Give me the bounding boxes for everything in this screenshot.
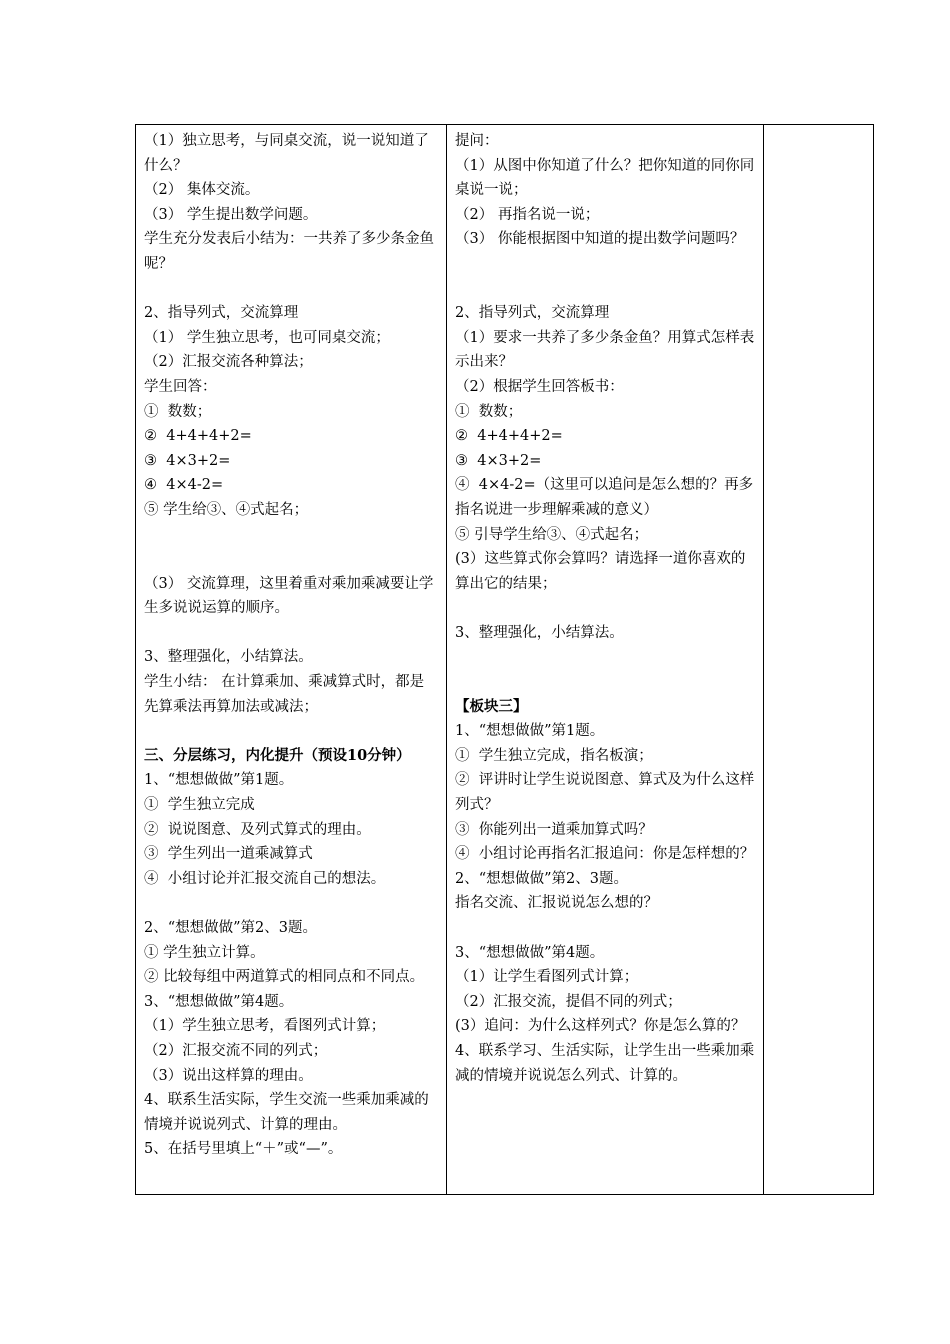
text-line: 4、联系生活实际，学生交流一些乘加乘减的情境并说说列式、计算的理由。 [144, 1092, 429, 1133]
text-line: ① 学生独立完成，指名板演； [455, 747, 653, 764]
teacher-activity-text [455, 129, 755, 1088]
text-line: ③ 你能列出一道乘加算式吗？ [455, 821, 653, 838]
text-line: 提问： [455, 133, 499, 149]
text-line: 3、整理强化，小结算法。 [455, 624, 624, 641]
text-line: ③ 4×3+2= [455, 452, 542, 469]
student-activity-text [144, 129, 438, 1162]
text-line: ② 说说图意、及列式算式的理由。 [144, 821, 371, 838]
text-line [144, 277, 438, 302]
text-line: （2） 集体交流。 [144, 182, 260, 199]
text-line: ④ 小组讨论并汇报交流自己的想法。 [144, 870, 386, 887]
text-line: （1）学生独立思考，看图列式计算； [144, 1018, 386, 1035]
text-line: （1）让学生看图列式计算； [455, 969, 639, 986]
text-line: （2）汇报交流，提倡不同的列式； [455, 993, 682, 1010]
text-line [455, 670, 755, 695]
notes-cell [764, 125, 874, 1195]
text-line: 1、“想想做做”第1题。 [144, 772, 294, 789]
text-line [144, 523, 438, 548]
text-line: 3、“想想做做”第4题。 [144, 993, 294, 1010]
text-line: 3、整理强化，小结算法。 [144, 649, 313, 666]
text-line [144, 891, 438, 916]
text-line: （1）从图中你知道了什么？把你知道的同你同桌说一说； [455, 157, 755, 199]
text-line: ⑤ 引导学生给③、④式起名； [455, 526, 649, 543]
teacher-activity-cell [447, 125, 764, 1195]
text-line: ④ 小组讨论再指名汇报追问：你是怎样想的？ [455, 846, 755, 863]
text-line: 5、在括号里填上“＋”或“—”。 [144, 1141, 343, 1158]
text-line: （3） 学生提出数学问题。 [144, 206, 318, 223]
text-line: （2） 再指名说一说； [455, 206, 600, 223]
text-line [144, 719, 438, 744]
text-line: ② 比较每组中两道算式的相同点和不同点。 [144, 969, 425, 986]
text-line: 学生小结： 在计算乘加、乘减算式时，都是先算乘法再算加法或减法； [144, 674, 425, 715]
text-line: (3）这些算式你会算吗？请选择一道你喜欢的算出它的结果； [455, 551, 746, 592]
text-line: ② 评讲时让学生说说图意、算式及为什么这样列式？ [455, 772, 755, 814]
text-line: （1）独立思考，与同桌交流，说一说知道了什么？ [144, 133, 429, 174]
text-line: （3）说出这样算的理由。 [144, 1067, 313, 1084]
text-line: （2）根据学生回答板书： [455, 378, 624, 395]
text-line: ④ 4×4-2=（这里可以追问是怎么想的？再多指名说进一步理解乘减的意义） [455, 477, 754, 518]
text-line: ① 学生独立完成 [144, 797, 255, 814]
text-line: （2）汇报交流不同的列式； [144, 1042, 328, 1059]
text-line [455, 916, 755, 941]
text-line: （1） 学生独立思考，也可同桌交流； [144, 329, 390, 346]
student-activity-cell [136, 125, 447, 1195]
text-line: 学生回答： [144, 378, 217, 395]
text-line [455, 277, 755, 302]
text-line: 指名交流、汇报说说怎么想的？ [455, 895, 658, 912]
text-line [455, 596, 755, 621]
text-line: (3）追问：为什么这样列式？你是怎么算的？ [455, 1018, 746, 1035]
text-line: 2、“想想做做”第2、3题。 [144, 920, 318, 936]
text-line: 三、分层练习，内化提升（预设10分钟） [144, 746, 411, 764]
text-line: ④ 4×4-2= [144, 477, 224, 494]
text-line [455, 645, 755, 670]
text-line: 2、指导列式，交流算理 [144, 305, 299, 322]
lesson-plan-table [135, 124, 874, 1195]
text-line: ③ 4×3+2= [144, 452, 231, 469]
text-line: 1、“想想做做”第1题。 [455, 723, 605, 740]
text-line: ② 4+4+4+2= [144, 428, 252, 445]
text-line: （1）要求一共养了多少条金鱼？用算式怎样表示出来？ [455, 329, 755, 371]
text-line [144, 621, 438, 646]
text-line: （3） 交流算理，这里着重对乘加乘减要让学生多说说运算的顺序。 [144, 575, 434, 617]
text-line: （3） 你能根据图中知道的提出数学问题吗？ [455, 231, 745, 248]
text-line: ① 数数； [144, 403, 212, 420]
text-line: ② 4+4+4+2= [455, 428, 563, 445]
text-line: 4、联系学习、生活实际，让学生出一些乘加乘减的情境并说说怎么列式、计算的。 [455, 1042, 755, 1084]
text-line: 3、“想想做做”第4题。 [455, 944, 605, 961]
text-line: ⑤ 学生给③、④式起名； [144, 501, 309, 518]
text-line [144, 547, 438, 572]
table-row [136, 125, 874, 1195]
text-line: 学生充分发表后小结为：一共养了多少条金鱼呢？ [144, 231, 434, 272]
text-line: ① 学生独立计算。 [144, 944, 265, 961]
text-line: 2、“想想做做”第2、3题。 [455, 870, 629, 887]
text-line [455, 252, 755, 277]
text-line: 2、指导列式，交流算理 [455, 305, 610, 322]
text-line: 【板块三】 [455, 697, 528, 715]
text-line: ① 数数； [455, 403, 523, 420]
text-line: ③ 学生列出一道乘减算式 [144, 846, 313, 863]
text-line: （2）汇报交流各种算法； [144, 354, 313, 371]
